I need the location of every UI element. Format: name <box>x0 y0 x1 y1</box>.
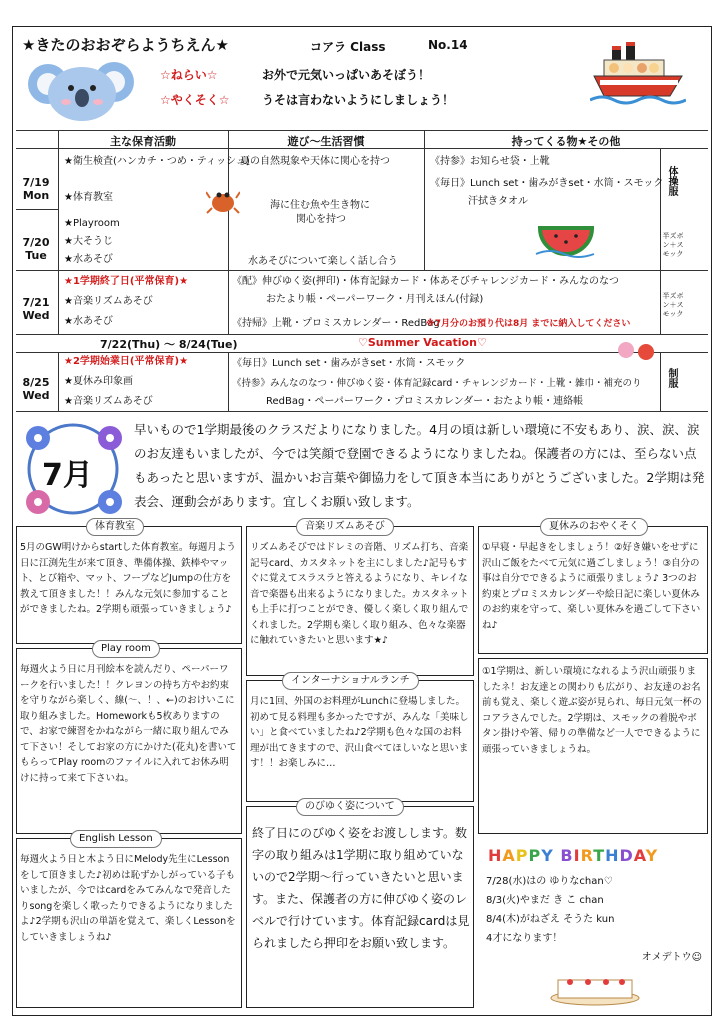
activity-item: ★夏休み印象画 <box>64 376 133 387</box>
ship-illustration <box>590 40 686 112</box>
items-entry: おたより帳・ペーパーワーク・月刊えほん(付録) <box>266 294 484 305</box>
date-divider <box>16 209 58 210</box>
table-col-border <box>424 130 425 270</box>
koala-illustration <box>26 52 136 124</box>
aim-label: ☆ねらい☆ <box>160 68 218 82</box>
items-entry: RedBag・ペーパーワーク・プロミスカレンダー・おたより帳・連絡帳 <box>266 396 584 407</box>
table-row-border <box>16 352 708 353</box>
school-name: ★きたのおおぞらようちえん★ <box>22 36 229 54</box>
play-item: 夏の自然現象や天体に関心を持つ <box>240 156 390 167</box>
items-entry: 《配》伸びゆく姿(押印)・体育記録カード・体あそびチャレンジカード・みんなのなつ <box>232 276 620 287</box>
row-side-note: 制服 <box>666 368 677 388</box>
payment-note: ※7月分のお預り代は8月 までに納入してください <box>426 319 631 329</box>
header-activities: 主な保育活動 <box>110 135 176 148</box>
section-body: リズムあそびではドレミの音階、リズム打ち、音楽記号card、カスタネットを主にしました♪記号もすぐに覚えてスラスラと答えるようになり、キレイな音で楽器も出来るようになりました。カスタネットも上手に打つことができ、優しく楽しく取り組んでくれました。2学期も楽しく取り組み、色々な楽器に触れていきたいと思います★♪ <box>250 542 469 646</box>
section-body: 毎週火よう日と木よう日にMelody先生にLessonをして頂きました♪初めは恥ずかしがっている子もいましたが、今ではcardをみてみんなで発音したりsongを楽しく歌ったりできるようになりましたよ♪2学期も沢山の単語を覚えて、楽しくLessonをしていきましょうね♪ <box>20 854 236 943</box>
promise-label: ☆やくそく☆ <box>160 93 230 107</box>
issue-number: No.14 <box>428 38 468 52</box>
activity-item: ★水あそび <box>64 254 113 265</box>
section-body: 終了日にのびゆく姿をお渡しします。数字の取り組みは1学期に取り組めていないので2学期〜行っていきたいと思います。また、保護者の方に伸びゆく姿のレベルで行けています。体育記録cardは見られましたら押印をお願い致します。 <box>252 826 470 950</box>
items-entry: 《持参》みんなのなつ・伸びゆく姿・体育記録card・チャレンジカード・上靴・雑巾・補充のり <box>232 378 642 389</box>
table-top-border <box>16 130 708 131</box>
activity-item: ★音楽リズムあそび <box>64 396 153 407</box>
table-row-border <box>16 270 708 271</box>
table-col-border <box>660 352 661 411</box>
birthday-panel <box>480 840 708 1010</box>
section-title: 夏休みのおやくそく <box>540 518 648 536</box>
class-name: コアラ Class <box>310 40 386 54</box>
activity-item: ★体育教室 <box>64 192 113 203</box>
section-title: Play room <box>92 640 160 658</box>
row-date: 7/21 Wed <box>22 296 50 322</box>
play-item: 海に住む魚や生き物に <box>270 200 370 211</box>
play-item: 関心を持つ <box>296 214 346 225</box>
month-message: 早いもので1学期最後のクラスだよりになりました。4月の頃は新しい環境に不安もあり、涙、涙、涙のお友達もいましたが、今では笑顔で登園できるようになりましたね。保護者の方には、至らない点もあったと思いますが、温かいお言葉や御協力をして頂き本当にありがとうございました。2学期は発表会、運動会があります。宜しくお願い致します。 <box>134 422 705 509</box>
cake-illustration <box>540 970 650 1006</box>
vacation-label: ♡Summer Vacation♡ <box>358 336 487 349</box>
section-body: 月に1回、外国のお料理がLunchに登場しました。初めて見る料理も多かったですが、みんな「美味しい」と食べていましたね♪2学期も色々な国のお料理が出てきますので、沢山食べてほしいなと思います！！お楽しみに… <box>250 696 469 769</box>
section-title: 音楽リズムあそび <box>296 518 394 536</box>
vacation-dates: 7/22(Thu) ～ 8/24(Tue) <box>100 338 238 351</box>
table-col-border <box>228 352 229 411</box>
crab-illustration <box>206 186 240 216</box>
activity-item: ★音楽リズムあそび <box>64 296 153 307</box>
table-row-border <box>16 334 708 335</box>
row-side-note: 半ズボン＋スモック <box>662 232 684 258</box>
activity-item: ★衛生検査(ハンカチ・つめ・ティッシュ) <box>64 156 250 167</box>
row-side-note: 半ズボン＋スモック <box>662 292 684 318</box>
activity-item: ★水あそび <box>64 316 113 327</box>
table-bottom-border <box>16 411 708 412</box>
header-play: 遊び～生活習慣 <box>287 135 365 148</box>
header-items: 持ってくる物★その他 <box>511 135 621 148</box>
aim-text: お外で元気いっぱいあそぼう！ <box>262 68 431 82</box>
items-entry: 汗拭きタオル <box>468 196 528 207</box>
row-date: 7/20 Tue <box>22 236 50 262</box>
section-title: のびゆく姿について <box>296 798 404 816</box>
row-date: 7/19 Mon <box>22 176 50 202</box>
items-entry: 《持参》お知らせ袋・上靴 <box>430 156 550 167</box>
row-date: 8/25 Wed <box>22 376 50 402</box>
table-col-border <box>58 130 59 334</box>
items-entry: 《毎日》Lunch set・歯みがきset・水筒・スモック <box>430 178 664 189</box>
activity-item: ★2学期始業日(平常保育)★ <box>64 356 189 367</box>
section-title: 体育教室 <box>86 518 144 536</box>
activity-item: ★大そうじ <box>64 236 113 247</box>
beach-illustration <box>614 338 658 362</box>
play-item: 水あそびについて楽しく話し合う <box>248 256 398 267</box>
watermelon-illustration <box>532 214 602 258</box>
month-heading: 7月 <box>42 458 93 493</box>
items-entry: 《持帰》上靴・プロミスカレンダー・RedBag <box>232 318 440 329</box>
section-body: 毎週火よう日に月刊絵本を読んだり、ペーパーワークを行いました！！クレヨンの持ち方やお約束を守りながら楽しく、線(〜、！、←)のおけいこに取り組みました。Homeworkも5枚ありますので、お家で練習をかねながら一緒に取り組んでみて下さい！そしてお家の方にかけた(花丸)を書いてもらってPlay roomのファイルに入れてお休み明けに持って来て下さいね。 <box>20 664 237 784</box>
promise-text: うそは言わないようにしましょう！ <box>262 93 455 107</box>
table-col-border <box>228 270 229 334</box>
table-col-border <box>58 352 59 411</box>
activity-item: ★1学期終了日(平常保育)★ <box>64 276 189 287</box>
section-title: インターナショナルランチ <box>282 672 419 690</box>
row-side-note: 体操服 <box>666 166 677 196</box>
birthday-title: HAPPY BIRTHDAY <box>488 846 659 865</box>
activity-item: ★Playroom <box>64 218 120 229</box>
section-title: English Lesson <box>70 830 162 848</box>
section-body: ①早寝・早起きをしましょう！②好き嫌いをせずに沢山ご飯をたべて元気に過ごしましょう！③自分の事は自分でできるように頑張りましょう♪ 3つのお約束とプロミスカレンダーや絵日記に楽しい夏休みのお約束を守って、楽しい夏休みを過ごして下さいね♪ <box>482 542 701 631</box>
section-body: ①1学期は、新しい環境になれるよう沢山頑張りましたネ！お友達との関わりも広がり、お友達のお名前も覚え、楽しく遊ぶ姿が見られ、毎日元気一杯のコアラさんでした。2学期は、スモックの着脱やボタン掛けや箸、帰りの準備など一人でできるように頑張っていきましょうね。 <box>482 666 702 755</box>
section-body: 5月のGW明けからstartした体育教室。毎週月よう日に江渕先生が来て頂き、準備体操、鉄棒やマット、とび箱や、マット、フープなどJumpの仕方を教えて頂きました！！みんな元気に参加することができましたね。2学期も頑張っていきましょう♪ <box>20 542 236 615</box>
birthday-list: 7/28(水)はの ゆりなchan♡ 8/3(火)やまだ き こ chan 8/4(木)がねざえ そうた kun 4才になります！ オメデトウ☺ <box>486 876 702 963</box>
items-entry: 《毎日》Lunch set・歯みがきset・水筒・スモック <box>232 358 466 369</box>
